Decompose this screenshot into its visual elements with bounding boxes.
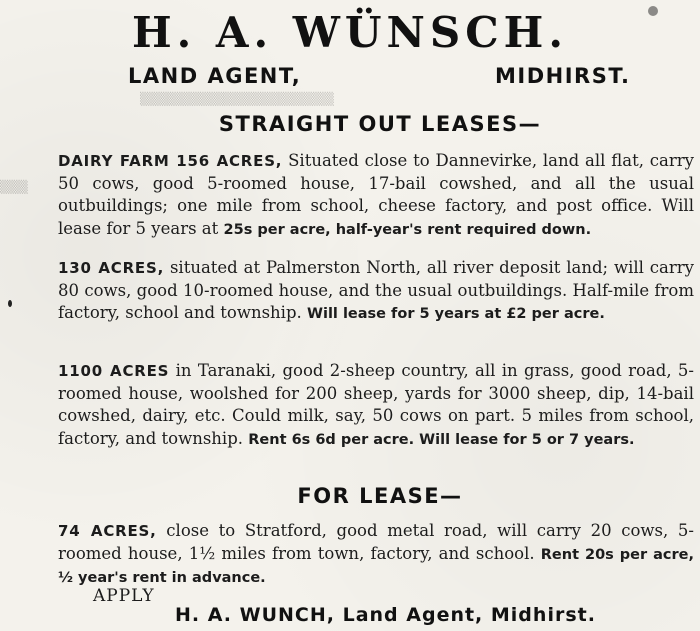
listing-terms: Rent 6s 6d per acre. Will lease for 5 or 7 years.	[248, 431, 635, 448]
apply-label: APPLY	[93, 586, 155, 606]
bleed-through-text: ▒▒▒▒▒▒▒▒▒▒▒▒▒▒▒▒▒▒▒▒▒	[140, 92, 334, 106]
listing-terms: Rent 20s per acre, ½ year's rent in advance.	[58, 546, 694, 586]
listing-body: Situated close to Dannevirke, land all flat, carry 50 cows, good 5-roomed house, 17-bail cowshed, and all the usual outbuildings; one mile from school, cheese factory, and post office. Will lease for 5 years at	[58, 151, 694, 238]
listing-body: situated at Palmerston North, all river deposit land; will carry 80 cows, good 10-roomed house, and the usual outbuildings. Half-mile from factory, school and township.	[58, 258, 694, 322]
ink-speck	[8, 300, 12, 307]
listing-lead: 74 ACRES,	[58, 522, 157, 540]
listing-body: close to Stratford, good metal road, will carry 20 cows, 5-roomed house, 1½ miles from town, factory, and school.	[58, 521, 694, 563]
listing-lead: 1100 ACRES	[58, 362, 170, 380]
listing-lead: 130 ACRES,	[58, 259, 165, 277]
footer-contact: H. A. WUNCH, Land Agent, Midhirst.	[175, 604, 596, 626]
section-heading-straight-out-leases: STRAIGHT OUT LEASES—	[218, 112, 542, 136]
listing-74-acres	[58, 520, 694, 590]
bleed-through-text: ▒▒▒	[0, 180, 28, 194]
listing-terms: Will lease for 5 years at £2 per acre.	[307, 306, 605, 322]
advertiser-title: LAND AGENT,	[128, 64, 302, 88]
listing-body: in Taranaki, good 2-sheep country, all in grass, good road, 5-roomed house, woolshed for 200 sheep, yards for 3000 sheep, dip, 14-bail cowshed, dairy, etc. Could milk, say, 50 cows on part. 5 miles from school, factory, and township.	[58, 361, 695, 448]
listing-lead: DAIRY FARM 156 ACRES,	[58, 152, 283, 170]
advertiser-name: H. A. WÜNSCH.	[131, 8, 568, 57]
listing-terms: 25s per acre, half-year's rent required down.	[223, 221, 592, 238]
section-heading-for-lease: FOR LEASE—	[297, 484, 463, 508]
advertiser-location: MIDHIRST.	[495, 64, 631, 88]
listing-dairy-farm	[58, 150, 694, 241]
listing-130-acres	[58, 257, 694, 326]
listing-1100-acres	[58, 360, 694, 451]
